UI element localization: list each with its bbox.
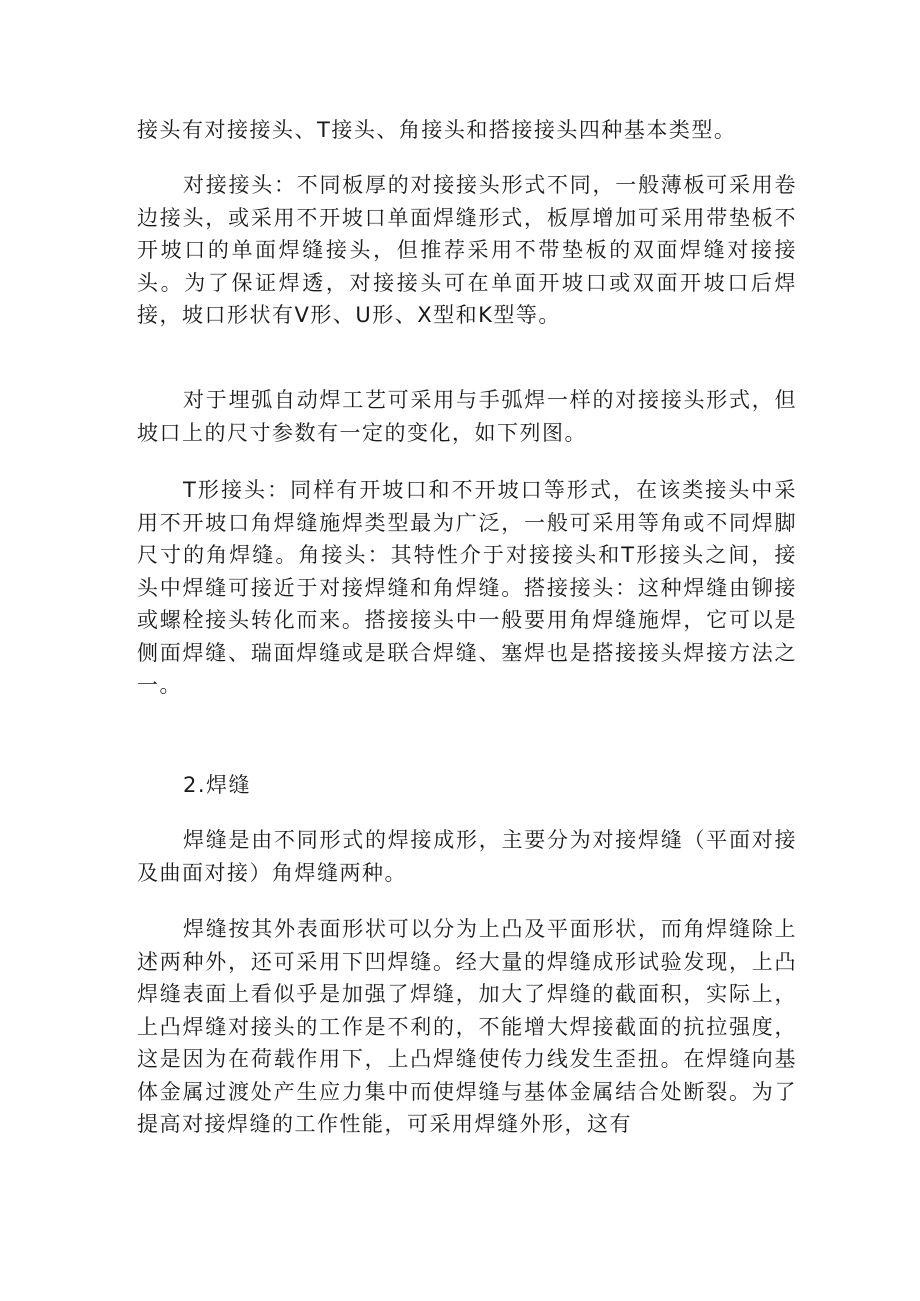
paragraph-weld-shape: 焊缝按其外表面形状可以分为上凸及平面形状，而角焊缝除上述两种外，还可采用下凹焊缝。经大量的焊缝成形试验发现，上凸焊缝表面上看似乎是加强了焊缝，加大了焊缝的截面积，实际上，上凸焊缝对接头的工作是不利的，不能增大焊接截面的抗拉强度，这是因为在荷载作用下，上凸焊缝使传力线发生歪扭。在焊缝向基体金属过渡处产生应力集中而使焊缝与基体金属结合处断裂。为了提高对接焊缝的工作性能，可采用焊缝外形，这有 bbox=[137, 917, 797, 1136]
paragraph-submerged-arc: 对于埋弧自动焊工艺可采用与手弧焊一样的对接接头形式，但坡口上的尺寸参数有一定的变化，如下列图。 bbox=[137, 388, 797, 445]
paragraph-butt-joint: 对接接头：不同板厚的对接接头形式不同，一般薄板可采用卷边接头，或采用不开坡口单面焊缝形式，板厚增加可采用带垫板不开坡口的单面焊缝接头，但推荐采用不带垫板的双面焊缝对接接头。为了保证焊透，对接接头可在单面开坡口或双面开坡口后焊接，坡口形状有V形、U形、X型和K型等。 bbox=[137, 173, 797, 327]
paragraph-t-joint: T形接头：同样有开坡口和不开坡口等形式，在该类接头中采用不开坡口角焊缝施焊类型最为广泛，一般可采用等角或不同焊脚尺寸的角焊缝。角接头：其特性介于对接接头和T形接头之间，接头中焊缝可接近于对接焊缝和角焊缝。搭接接头：这种焊缝由铆接或螺栓接头转化而来。搭接接头中一般要用角焊缝施焊，它可以是侧面焊缝、瑞面焊缝或是联合焊缝、塞焊也是搭接接头焊接方法之一。 bbox=[137, 478, 797, 697]
paragraph-weld-definition: 焊缝是由不同形式的焊接成形，主要分为对接焊缝（平面对接及曲面对接）角焊缝两种。 bbox=[137, 828, 797, 885]
paragraph-joint-types: 接头有对接接头、T接头、角接头和搭接接头四种基本类型。 bbox=[137, 118, 737, 142]
section-heading-weld: 2.焊缝 bbox=[183, 773, 252, 797]
